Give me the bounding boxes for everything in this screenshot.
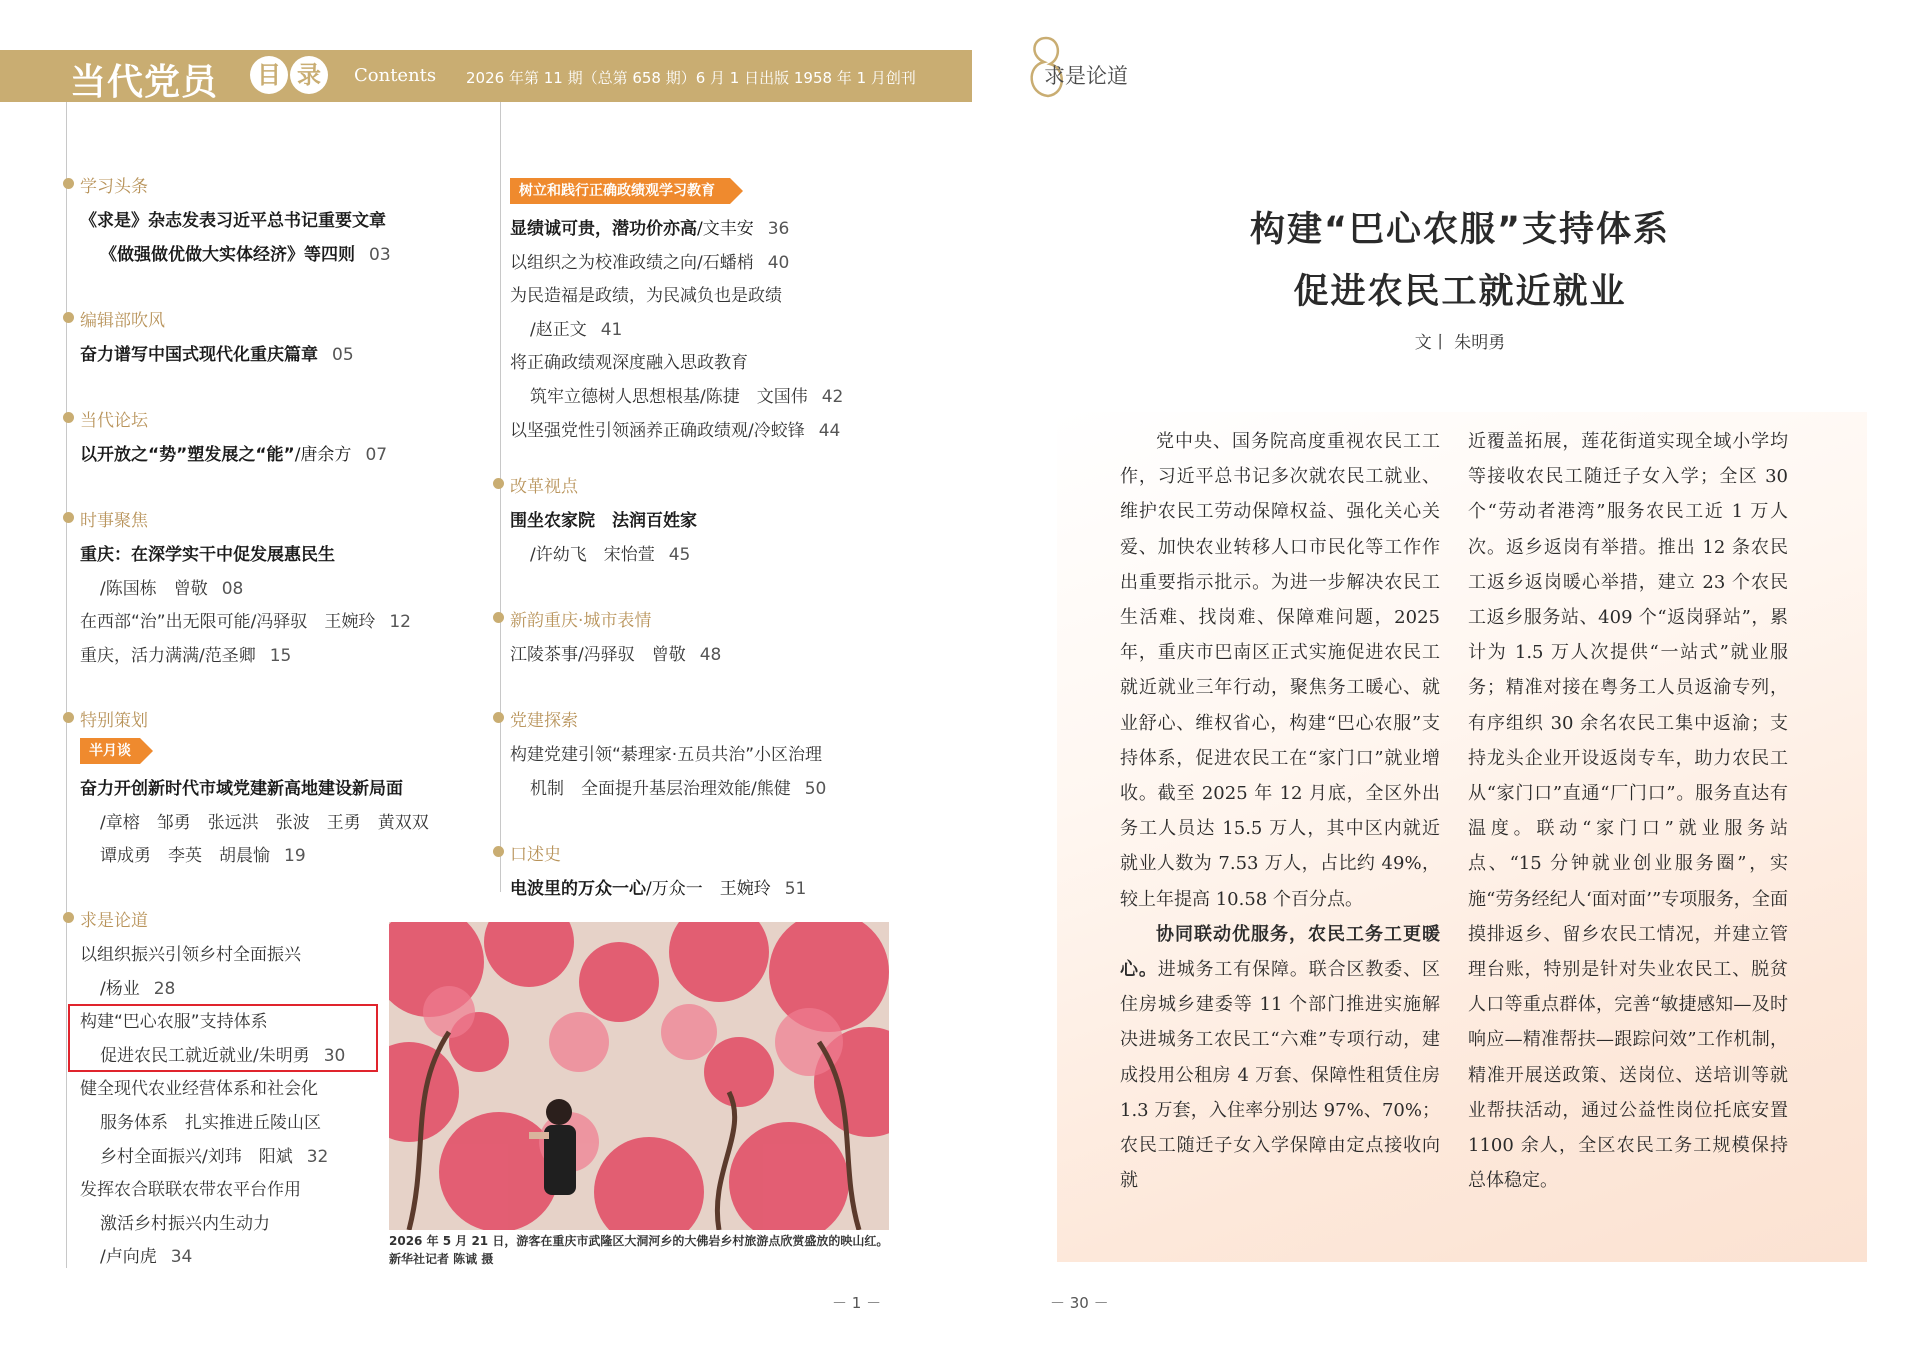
toc-entry[interactable] bbox=[100, 240, 391, 265]
toc-entry-title: 奋力谱写中国式现代化重庆篇章 bbox=[80, 345, 318, 365]
toc-entry-page: 41 bbox=[600, 319, 623, 340]
toc-entry-title: 谭成勇 李英 胡晨愉 bbox=[100, 846, 270, 867]
toc-entry-page: 44 bbox=[818, 420, 841, 441]
toc-entry[interactable] bbox=[80, 641, 291, 666]
toc-entry[interactable] bbox=[530, 315, 622, 340]
page-number-left: － 1 － bbox=[832, 1294, 882, 1312]
toc-entry-title: /许幼飞 宋怡萱 bbox=[530, 544, 655, 565]
current-article-highlight bbox=[68, 1004, 378, 1072]
toc-entry[interactable] bbox=[100, 1242, 192, 1267]
toc-entry-page: 19 bbox=[284, 846, 306, 867]
toc-entry-title: /章榕 邹勇 张远洪 张波 王勇 黄双双 bbox=[100, 812, 429, 833]
toc-entry-title: 乡村全面振兴/刘玮 阳斌 bbox=[100, 1146, 293, 1167]
toc-entry-author: /唐余方 bbox=[294, 445, 352, 465]
toc-entry-title: 发挥农合联联农带农平台作用 bbox=[80, 1180, 301, 1201]
toc-entry-title: 奋力开创新时代市域党建新高地建设新局面 bbox=[80, 779, 403, 799]
toc-section-heading: 党建探索 bbox=[510, 706, 578, 731]
photo-caption: 2026 年 5 月 21 日，游客在重庆市武隆区大洞河乡的大佛岩乡村旅游点欣赏盛放的映山红。新华社记者 陈诚 摄 bbox=[389, 1234, 889, 1266]
toc-section-heading: 求是论道 bbox=[80, 906, 148, 931]
section-bullet-icon bbox=[63, 712, 74, 723]
toc-entry[interactable] bbox=[510, 640, 721, 665]
section-bullet-icon bbox=[63, 512, 74, 523]
mulu-char-1: 目 bbox=[250, 56, 288, 94]
toc-entry-title: 机制 全面提升基层治理效能/熊健 bbox=[530, 778, 791, 799]
toc-entry[interactable] bbox=[80, 540, 335, 565]
toc-section-heading: 时事聚焦 bbox=[80, 506, 148, 531]
toc-entry-page: 03 bbox=[369, 244, 391, 265]
toc-entry-page: 30 bbox=[323, 1045, 346, 1066]
toc-entry[interactable] bbox=[80, 607, 411, 632]
toc-entry-title: 为民造福是政绩，为民减负也是政绩 bbox=[510, 286, 782, 307]
toc-entry[interactable] bbox=[530, 774, 826, 799]
article-paragraph-lead: 协同联动优服务，农民工务工更暖心。 bbox=[1120, 923, 1440, 981]
toc-entry-title: 电波里的万众一心 bbox=[510, 879, 646, 899]
toc-entry-title: 健全现代农业经营体系和社会化 bbox=[80, 1079, 318, 1100]
toc-entry-page: 08 bbox=[221, 578, 244, 599]
article-column-1 bbox=[1120, 424, 1440, 1198]
magazine-title: 当代党员 bbox=[70, 62, 219, 103]
contents-label: Contents bbox=[354, 65, 437, 86]
toc-entry[interactable] bbox=[80, 940, 301, 965]
toc-entry[interactable] bbox=[510, 874, 806, 899]
toc-entry-title: /卢向虎 bbox=[100, 1247, 157, 1268]
article-title-line-1: 构建“巴心农服”支持体系 bbox=[1249, 210, 1670, 250]
mulu-badge bbox=[250, 56, 330, 94]
toc-entry-title: 服务体系 扎实推进丘陵山区 bbox=[100, 1113, 321, 1133]
article-paragraph bbox=[1120, 424, 1440, 917]
section-bullet-icon bbox=[493, 612, 504, 623]
toc-entry-page: 15 bbox=[269, 645, 292, 666]
azalea-photo-illustration bbox=[389, 922, 889, 1230]
toc-entry[interactable] bbox=[100, 1108, 321, 1133]
toc-tag-badge: 树立和践行正确政绩观学习教育 bbox=[510, 178, 730, 204]
toc-entry[interactable] bbox=[510, 416, 840, 441]
toc-entry-author: /文丰安 bbox=[697, 219, 754, 239]
toc-section-heading: 学习头条 bbox=[80, 172, 148, 197]
article-paragraph-text: 进城务工有保障。联合区教委、区住房城乡建委等 11 个部门推进实施解决进城务工农民工“六难”专项行动，建成投用公租房 4 万套、保障性租赁住房 1.3 万套，入住率分别达 97%、70%；农民工随迁子女入学保障由定点接收向就 bbox=[1120, 959, 1440, 1192]
toc-entry-page: 42 bbox=[821, 387, 844, 407]
toc-entry[interactable] bbox=[510, 506, 697, 531]
toc-section-heading: 特别策划 bbox=[80, 706, 148, 731]
toc-entry[interactable] bbox=[80, 206, 386, 231]
column-name: 求是论道 bbox=[1044, 64, 1128, 88]
contents-header-bar bbox=[0, 50, 972, 102]
toc-entry-title: 以组织之为校准政绩之向/石蟠梢 bbox=[510, 252, 754, 273]
toc-section-heading: 改革视点 bbox=[510, 472, 578, 497]
toc-entry-page: 48 bbox=[699, 645, 722, 665]
section-bullet-icon bbox=[63, 912, 74, 923]
toc-middle-rule bbox=[500, 102, 501, 892]
toc-entry-title: 以开放之“势”塑发展之“能” bbox=[80, 445, 295, 465]
toc-entry-page: 32 bbox=[306, 1146, 329, 1167]
toc-entry[interactable] bbox=[510, 281, 782, 306]
toc-entry-page: 28 bbox=[153, 978, 176, 999]
toc-entry-title: 重庆，活力满满/范圣卿 bbox=[80, 645, 256, 666]
toc-entry-title: /杨业 bbox=[100, 978, 140, 999]
toc-entry-title: 显绩诚可贵，潜功价亦高 bbox=[510, 219, 697, 239]
toc-tag-badge: 半月谈 bbox=[80, 738, 140, 764]
toc-entry-title: 《求是》杂志发表习近平总书记重要文章 bbox=[80, 211, 386, 231]
toc-entry-author: /万众一 王婉玲 bbox=[646, 879, 771, 899]
toc-entry[interactable] bbox=[510, 248, 789, 273]
toc-entry[interactable] bbox=[100, 1142, 328, 1167]
section-bullet-icon bbox=[63, 312, 74, 323]
article-paragraph-text: 党中央、国务院高度重视农民工工作，习近平总书记多次就农民工就业、维护农民工劳动保障权益、强化关心关爱、加快农业转移人口市民化等工作作出重要指示批示。为进一步解决农民工生活难、找岗难、保障难问题，2025 年，重庆市巴南区正式实施促进农民工就近就业三年行动，聚焦务工暖心、就业舒心、维权省心，构建“巴心农服”支持体系，促进农民工在“家门口”就业增收。截至 2025 年 12 月底，全区外出务工人员达 15.5 万人，其中区内就近就业人数为 7.53 万人，占比约 49%，较上年提高 10.58 个百分点。 bbox=[1120, 431, 1440, 910]
article-column-2 bbox=[1468, 424, 1788, 1198]
toc-entry-page: 45 bbox=[668, 544, 691, 565]
toc-entry-page: 34 bbox=[170, 1247, 193, 1268]
toc-section-heading: 编辑部吹风 bbox=[80, 306, 165, 331]
section-bullet-icon bbox=[493, 712, 504, 723]
toc-entry[interactable] bbox=[530, 382, 843, 407]
toc-entry-title: 激活乡村振兴内生动力 bbox=[100, 1213, 270, 1234]
toc-entry-title: 将正确政绩观深度融入思政教育 bbox=[510, 353, 748, 374]
toc-entry[interactable] bbox=[100, 808, 429, 833]
toc-section-heading: 口述史 bbox=[510, 840, 561, 865]
section-bullet-icon bbox=[493, 478, 504, 489]
article-paragraph bbox=[1120, 917, 1440, 1199]
toc-entry-title: /赵正文 bbox=[530, 319, 587, 340]
toc-entry-page: 40 bbox=[767, 252, 790, 273]
toc-entry[interactable] bbox=[80, 1074, 318, 1099]
toc-entry-title: 构建党建引领“綦理家·五员共治”小区治理 bbox=[510, 745, 823, 765]
toc-entry[interactable] bbox=[100, 1209, 270, 1234]
toc-entry[interactable] bbox=[80, 774, 403, 799]
toc-entry-page: 12 bbox=[389, 612, 411, 633]
article-byline: 文丨 朱明勇 bbox=[1414, 333, 1506, 353]
toc-entry[interactable] bbox=[530, 540, 690, 565]
section-bullet-icon bbox=[63, 178, 74, 189]
toc-entry-page: 50 bbox=[804, 778, 827, 799]
toc-entry-title: 筑牢立德树人思想根基/陈捷 文国伟 bbox=[530, 387, 808, 407]
toc-section-heading: 新韵重庆·城市表情 bbox=[510, 606, 651, 631]
toc-entry[interactable] bbox=[510, 214, 789, 239]
azalea-photo bbox=[389, 922, 889, 1230]
toc-entry[interactable] bbox=[100, 841, 306, 866]
toc-entry-title: 重庆：在深学实干中促发展惠民生 bbox=[80, 545, 335, 565]
toc-entry-page: 36 bbox=[767, 219, 790, 239]
issue-info: 2026 年第 11 期（总第 658 期）6 月 1 日出版 1958 年 1 月创刊 bbox=[466, 69, 916, 87]
toc-left-rule bbox=[66, 102, 67, 1268]
toc-entry[interactable] bbox=[510, 348, 748, 373]
toc-entry[interactable] bbox=[80, 340, 354, 365]
toc-entry-title: 以组织振兴引领乡村全面振兴 bbox=[80, 945, 301, 965]
toc-entry-page: 05 bbox=[332, 345, 354, 365]
article-title-line-2: 促进农民工就近就业 bbox=[1293, 272, 1627, 312]
mulu-char-2: 录 bbox=[290, 56, 328, 94]
toc-entry-title: 构建“巴心农服”支持体系 bbox=[80, 1012, 268, 1033]
section-bullet-icon bbox=[63, 412, 74, 423]
toc-entry[interactable] bbox=[100, 574, 243, 599]
toc-entry-title: 江陵茶事/冯驿驭 曾敬 bbox=[510, 645, 686, 665]
toc-entry-title: 《做强做优做大实体经济》等四则 bbox=[100, 244, 355, 265]
toc-entry-page: 51 bbox=[784, 879, 807, 899]
toc-entry-title: 促进农民工就近就业/朱明勇 bbox=[100, 1045, 310, 1066]
toc-entry[interactable] bbox=[80, 440, 387, 465]
toc-entry[interactable] bbox=[510, 740, 822, 765]
toc-entry-title: 在西部“治”出无限可能/冯驿驭 王婉玲 bbox=[80, 612, 376, 633]
toc-entry-title: 围坐农家院 法润百姓家 bbox=[510, 511, 697, 531]
toc-entry[interactable] bbox=[80, 1175, 301, 1200]
toc-entry-title: /陈国栋 曾敬 bbox=[100, 578, 208, 599]
toc-section-heading: 当代论坛 bbox=[80, 406, 148, 431]
toc-entry[interactable] bbox=[100, 974, 175, 999]
section-bullet-icon bbox=[493, 846, 504, 857]
page-number-right: － 30 － bbox=[1050, 1294, 1109, 1312]
toc-entry-page: 07 bbox=[365, 445, 388, 465]
article-column-2-text: 近覆盖拓展，莲花街道实现全域小学均等接收农民工随迁子女入学；全区 30 个“劳动者港湾”服务农民工近 1 万人次。返乡返岗有举措。推出 12 条农民工返乡返岗暖心举措，建立 23 个农民工返乡服务站、409 个“返岗驿站”，累计为 1.5 万人次提供“一站式”就业服务；精准对接在粤务工人员返渝专列，有序组织 30 余名农民工集中返渝；支持龙头企业开设返岗专车，助力农民工从“家门口”直通“厂门口”。服务直达有温度。联动“家门口”就业服务站点、“15 分钟就业创业服务圈”，实施“劳务经纪人‘面对面’”专项服务，全面摸排返乡、留乡农民工情况，并建立管理台账，特别是针对失业农民工、脱贫人口等重点群体，完善“敏捷感知—及时响应—精准帮扶—跟踪问效”工作机制，精准开展送政策、送岗位、送培训等就业帮扶活动，通过公益性岗位托底安置 1100 余人，全区农民工务工规模保持总体稳定。 bbox=[1468, 431, 1788, 1192]
toc-entry-title: 以坚强党性引领涵养正确政绩观/冷蛟锋 bbox=[510, 420, 805, 441]
